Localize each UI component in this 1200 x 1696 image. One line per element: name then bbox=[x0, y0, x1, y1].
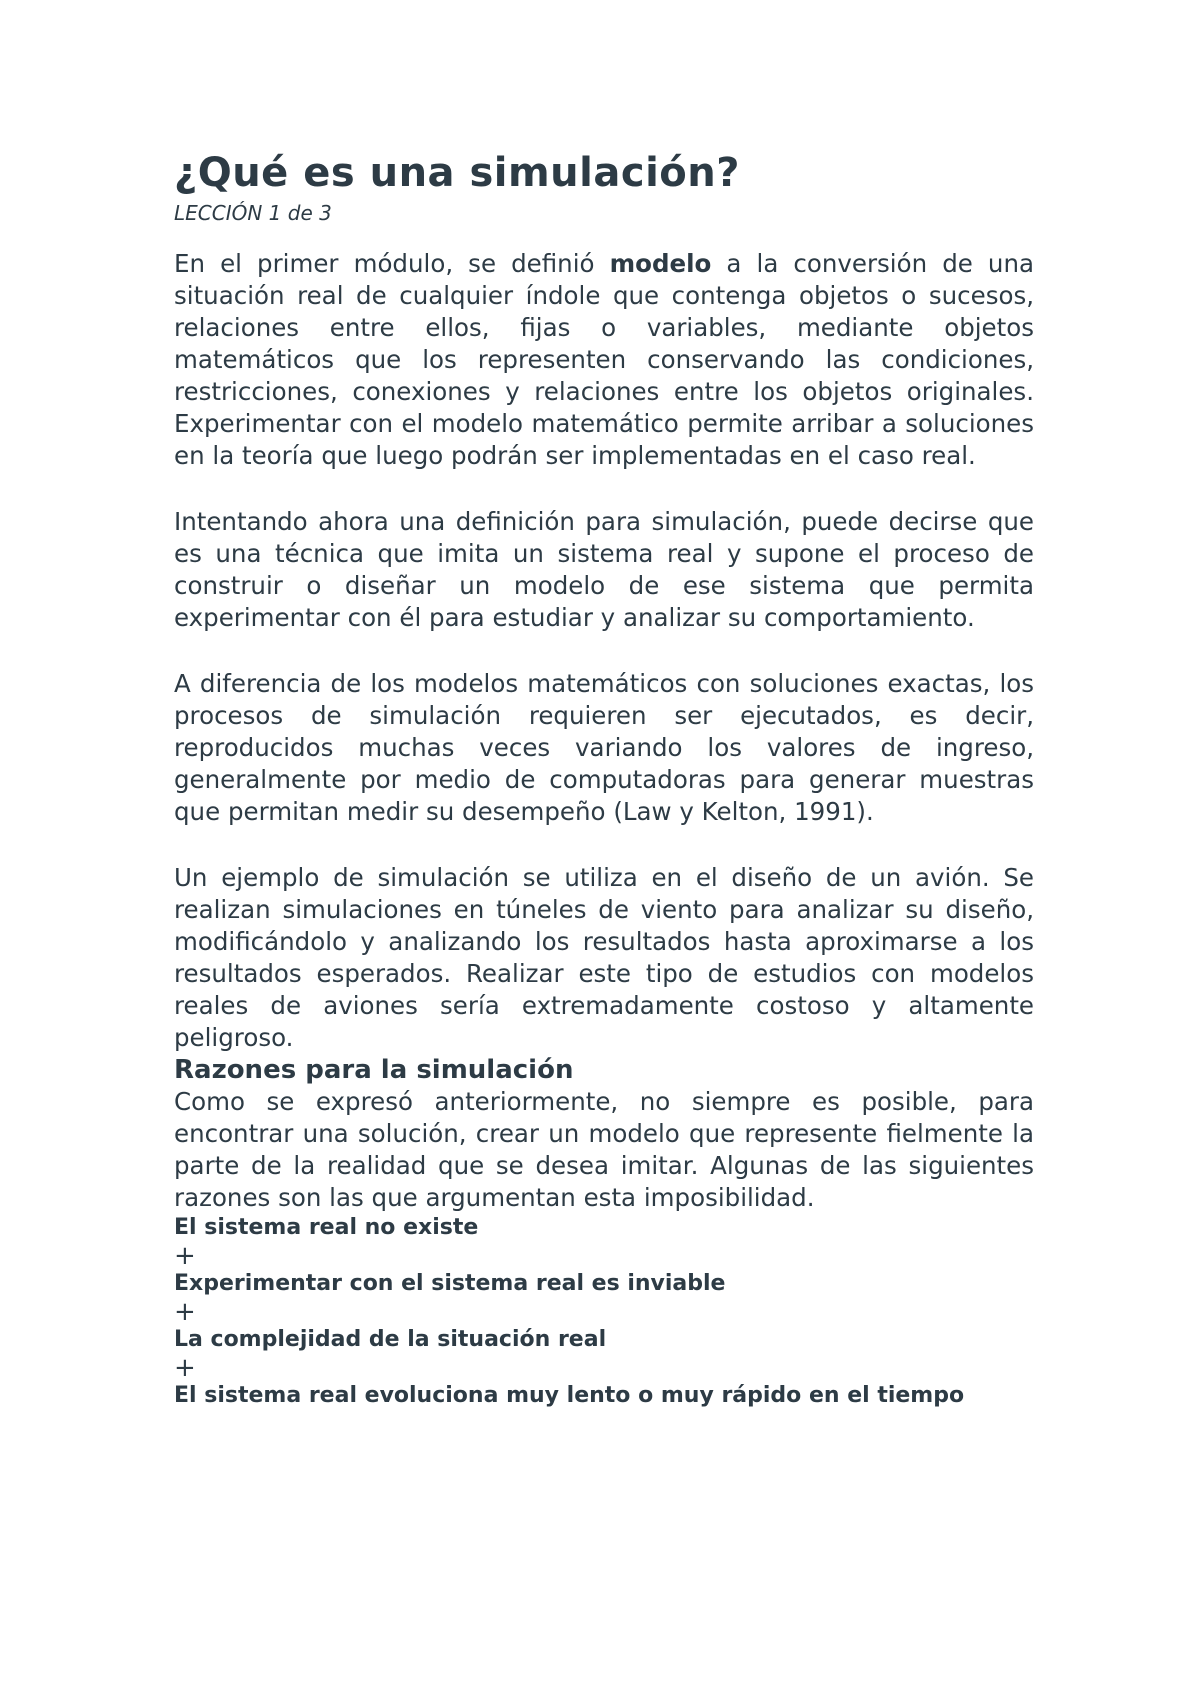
paragraph-intro-pre: En el primer módulo, se definió bbox=[174, 249, 610, 278]
reason-item[interactable]: El sistema real evoluciona muy lento o muy rápido en el tiempo bbox=[174, 1383, 965, 1408]
paragraph-definition: Intentando ahora una definición para simulación, puede decirse que es una técnica que imita un sistema real y supone el proceso de construir o diseñar un modelo de ese sistema que permita experimentar con él para estudiar y analizar su comportamiento. bbox=[174, 507, 1034, 632]
paragraph-intro bbox=[174, 248, 1034, 472]
expand-plus-icon[interactable]: + bbox=[174, 1353, 196, 1383]
expand-plus-icon[interactable]: + bbox=[174, 1297, 196, 1327]
paragraph-difference: A diferencia de los modelos matemáticos con soluciones exactas, los procesos de simulación requieren ser ejecutados, es decir, reproducidos muchas veces variando los valores de ingreso, generalmente por medio de computadoras para generar muestras que permitan medir su desempeño (Law y Kelton, 1991). bbox=[174, 669, 1034, 826]
paragraph-example: Un ejemplo de simulación se utiliza en el diseño de un avión. Se realizan simulaciones en túneles de viento para analizar su diseño, modificándolo y analizando los resultados hasta aproximarse a los resultados esperados. Realizar este tipo de estudios con modelos reales de aviones sería extremadamente costoso y altamente peligroso. bbox=[174, 863, 1034, 1052]
reason-item[interactable]: La complejidad de la situación real bbox=[174, 1327, 607, 1352]
keyword-modelo: modelo bbox=[609, 249, 712, 278]
reasons-accordion bbox=[174, 1214, 1034, 1410]
page-title: ¿Qué es una simulación? bbox=[174, 150, 740, 196]
section-heading-reasons: Razones para la simulación bbox=[174, 1055, 574, 1085]
paragraph-reasons-intro: Como se expresó anteriormente, no siempre es posible, para encontrar una solución, crear un modelo que represente fielmente la parte de la realidad que se desea imitar. Algunas de las siguientes razones son las que argumentan esta imposibilidad. bbox=[174, 1087, 1034, 1212]
expand-plus-icon[interactable]: + bbox=[174, 1241, 196, 1271]
lesson-indicator: LECCIÓN 1 de 3 bbox=[174, 201, 332, 225]
document-page bbox=[174, 148, 1034, 1410]
reason-item[interactable]: Experimentar con el sistema real es inviable bbox=[174, 1271, 726, 1296]
paragraph-intro-post: a la conversión de una situación real de cualquier índole que contenga objetos o sucesos, relaciones entre ellos, fijas o variables, mediante objetos matemáticos que los representen conservando las condiciones, restricciones, conexiones y relaciones entre los objetos originales. Experimentar con el modelo matemático permite arribar a soluciones en la teoría que luego podrán ser implementadas en el caso real. bbox=[174, 249, 1034, 470]
reason-item[interactable]: El sistema real no existe bbox=[174, 1215, 479, 1240]
